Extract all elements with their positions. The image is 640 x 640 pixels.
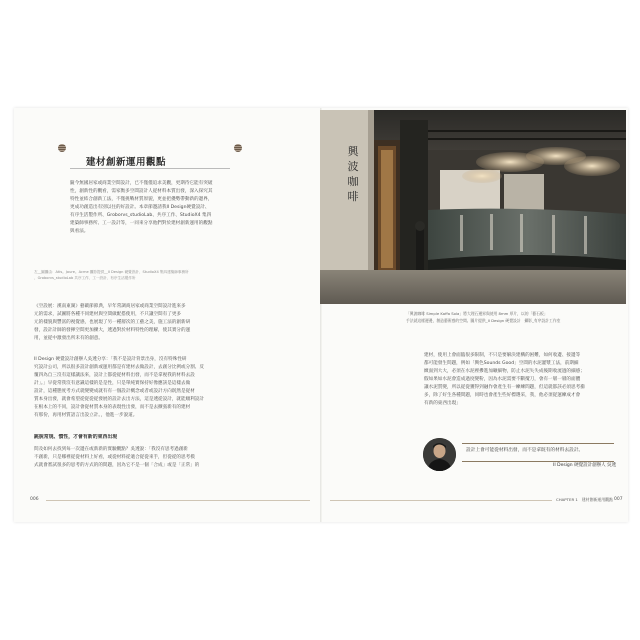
quote-attribution: II Design 硬覺設計創辦人 吳透	[553, 463, 616, 468]
body-line: 多，除了好生各種問題，同時也會產生些好標選采，我，他必須從運練成才會	[424, 393, 581, 398]
body-line: 發，設計計師的發揮空間更加擴大，透過對於材料特性的理解，使其實分的運	[34, 328, 191, 333]
body-line: 計」。」早從常我沒有意識這樣的是是性，只是單純實保持好像應該是這樣去做	[34, 381, 191, 386]
subheading: 跳脫常規、慣性，才會有新的東西出現	[34, 434, 118, 440]
credits-line: 左__圖攝由：Atis。Joure。Acme 攝影提供__II Design 硬覺設計、StudioX4 集四建築師事務所	[34, 270, 189, 274]
body-line: 有新的東西出現」	[424, 401, 461, 406]
person-photo-icon	[423, 438, 456, 471]
body-line: 式就會嘗試很多的思考的方式的的問題，因為它不是一個「合成」或是「正常」的	[34, 463, 200, 468]
footer-rule	[330, 500, 552, 501]
intro-line: 隨今無國居家或商業空間設計，已不僅僅追求美觀，更期待它能有突破	[70, 181, 213, 186]
body-line: 有那份，再用材質語言出設立計。，他進一步說道。	[34, 413, 138, 418]
body-line: 問及如何去找到每一次邊在或新新的實驗觀點？吳透說：「我沒有思考過創新	[34, 447, 188, 452]
body-line: 元的樣貌與豐富的視覺感，也展現了另一種層次的工藝之美，施工法的創新研	[34, 320, 191, 325]
page-number: 007	[614, 497, 623, 502]
sign-char: 興	[347, 145, 359, 158]
intro-line: 更成功創造出有別以往的好設計。本章節邀請我II Design硬覺設計、	[70, 205, 210, 210]
intro-line: 特性並結合創新工法，不僅挑戰材質原貌，更並把優勢帶動新的邊界，	[70, 197, 213, 202]
body-line: 設計，這種態度考方式就變變成就有有一個設計概念或者或設計方向既然是從材	[34, 389, 195, 394]
body-line: 假如果如水泥會造成過度變粉，因為水泥需要不斷攪刀，會有一層一層的面體	[424, 377, 581, 382]
intro-line: 性，創新性的觀看，需家衡多空間設計人從材料本質出發，深入探究其	[70, 189, 213, 194]
body-line: 都可能發生問題，例如「興色Sounds Good」空間的水泥灌漿工法，前期細	[424, 361, 579, 366]
body-line: 緻面到大大，必須在水泥裡摻進加礦細物，防止水泥失失成後期收流過的細感；	[424, 369, 585, 374]
pull-quote: 設計上會可能從材料出發，而不是拿既有的材料去設計。	[466, 448, 584, 453]
intro-line: 有序生活製作所、Groborvs_studioLab、共序工作、StudioX4 集四	[70, 213, 212, 218]
body-line: 在根本上的不同，設計會從材質本身的表現性出發，而不是去擴張新有的建材	[34, 405, 191, 410]
interior-photo	[320, 110, 626, 304]
body-line: II Design 硬覺設計創辦人吳透分享：「我不是設計背景出身，沒有特殊性研	[34, 357, 187, 362]
body-line: 元的需求，試圖將各種不同建材與空間做配搭使用，不只讓空間有了更多	[34, 312, 182, 317]
body-line: 用，並從中激發出所未有的創意。	[34, 336, 103, 341]
credits-line: 、Groborvs_studioLab 共序工作、工一設計、有序生活製作所	[34, 276, 136, 280]
designer-portrait	[423, 438, 456, 471]
section-heading: 建材創新運用觀點	[86, 157, 167, 168]
caption-line: 手法就這樣邊邊，創造藝術感的空間。圖片提供_II Design 硬覺設計 攝影_有序設計工作室	[406, 318, 561, 323]
body-line: 究設計公司，所以很多設計創新或運用都是有建材去做設計，去創分比例或分割、反	[34, 365, 204, 370]
sign-text	[346, 144, 360, 204]
footer-rule	[46, 500, 310, 501]
intro-line: 與看法。	[70, 229, 89, 234]
page-number: 006	[30, 497, 39, 502]
caption-line: 「興波咖啡 Simple Kaffa Sola」將大理石邊界與使用 8mm 厚片，以的「藝石板」	[406, 311, 548, 316]
heading-rule	[70, 168, 230, 169]
sign-char: 波	[347, 160, 359, 173]
body-line: 讓水泥質變，所以從從獲得到融作會產生有一練練問題，但這就都該必須思考衝	[424, 385, 585, 390]
sign-char: 啡	[347, 190, 359, 203]
body-line: 《空設展：漢南東湖》藝載節節典，早年常調商居家或商業空間設計進來多	[34, 304, 186, 309]
body-line: 建材，使用上會面臨很多限制，不只是要解決建構的困難，如何收邊、接邊等	[424, 353, 581, 358]
body-line: 質本身出發，就會希望從從從從發展的設計去出方法，這是透從設計，就能順利設計	[34, 397, 204, 402]
dot-icon	[58, 144, 66, 152]
sign-char: 咖	[347, 175, 359, 188]
chapter-label: CHAPTER 1 建材創新運用觀點	[556, 497, 613, 502]
dot-icon	[234, 144, 242, 152]
body-line: 覆四為自三沒有這樣讓法來，設計上都從從材料出發，而不是拿視我的材料去設	[34, 373, 195, 378]
body-line: 不創新，只是哪裡從從材料上好看，或從材料從適合從從來手，但從從的思考模	[34, 455, 195, 460]
cafe-interior-illustration	[320, 110, 626, 304]
intro-line: 建築師事務所、工一設計等，一同來分享他們對於建材創新運用的觀點	[70, 221, 213, 226]
